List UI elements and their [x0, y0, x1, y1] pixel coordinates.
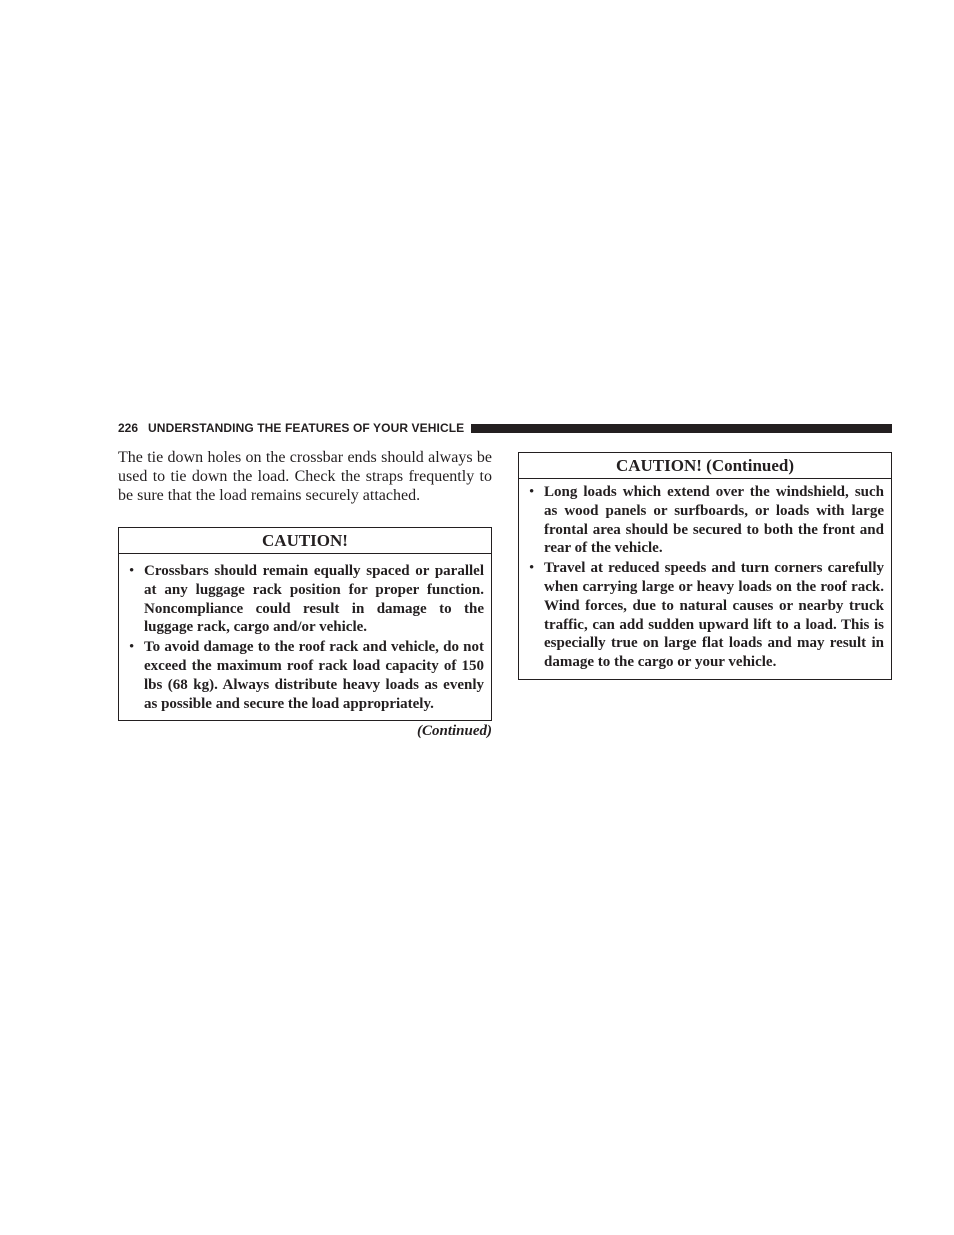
bullet-icon: •	[129, 639, 135, 656]
caution-item	[127, 562, 484, 637]
caution-item	[127, 638, 484, 713]
page-number: 226	[118, 421, 139, 435]
caution-continued-box	[518, 452, 892, 680]
caution-item	[527, 483, 884, 558]
caution-item-text: To avoid damage to the roof rack and vehicle, do not exceed the maximum roof rack load capacity of 150 lbs (68 kg). Always distribute heavy loads as evenly as possible and secure the load appropriately.	[144, 639, 484, 712]
caution-item	[527, 559, 884, 672]
bullet-icon: •	[529, 484, 535, 500]
caution-item-text: Travel at reduced speeds and turn corners carefully when carrying large or heavy loads on the roof rack. Wind forces, due to natural causes or nearby truck traffic, can add sudden upward lift to a load. This is especially true on large flat loads and may result in damage to the cargo or your vehicle.	[544, 560, 884, 671]
bullet-icon: •	[529, 560, 535, 577]
page-header	[118, 418, 892, 438]
caution-list	[119, 554, 491, 720]
caution-title: CAUTION!	[119, 528, 491, 554]
section-title: UNDERSTANDING THE FEATURES OF YOUR VEHICLE	[148, 421, 465, 435]
continued-label: (Continued)	[416, 723, 492, 740]
caution-continued-title: CAUTION! (Continued)	[519, 453, 891, 479]
bullet-icon: •	[129, 563, 135, 579]
caution-continued-list	[519, 479, 891, 679]
right-column	[518, 452, 892, 680]
caution-item-text: Crossbars should remain equally spaced or parallel at any luggage rack position for proper function. Noncompliance could result in damage to the luggage rack, cargo and/or vehicle.	[144, 563, 484, 636]
intro-paragraph: The tie down holes on the crossbar ends should always be used to tie down the load. Check the straps frequently to be sure that the load remains securely attached.	[118, 449, 492, 504]
header-rule	[471, 424, 892, 433]
left-column	[118, 448, 492, 740]
caution-item-text: Long loads which extend over the windshield, such as wood panels or surfboards, or loads with large frontal area should be secured to both the front and rear of the vehicle.	[544, 484, 884, 557]
caution-box	[118, 527, 492, 721]
